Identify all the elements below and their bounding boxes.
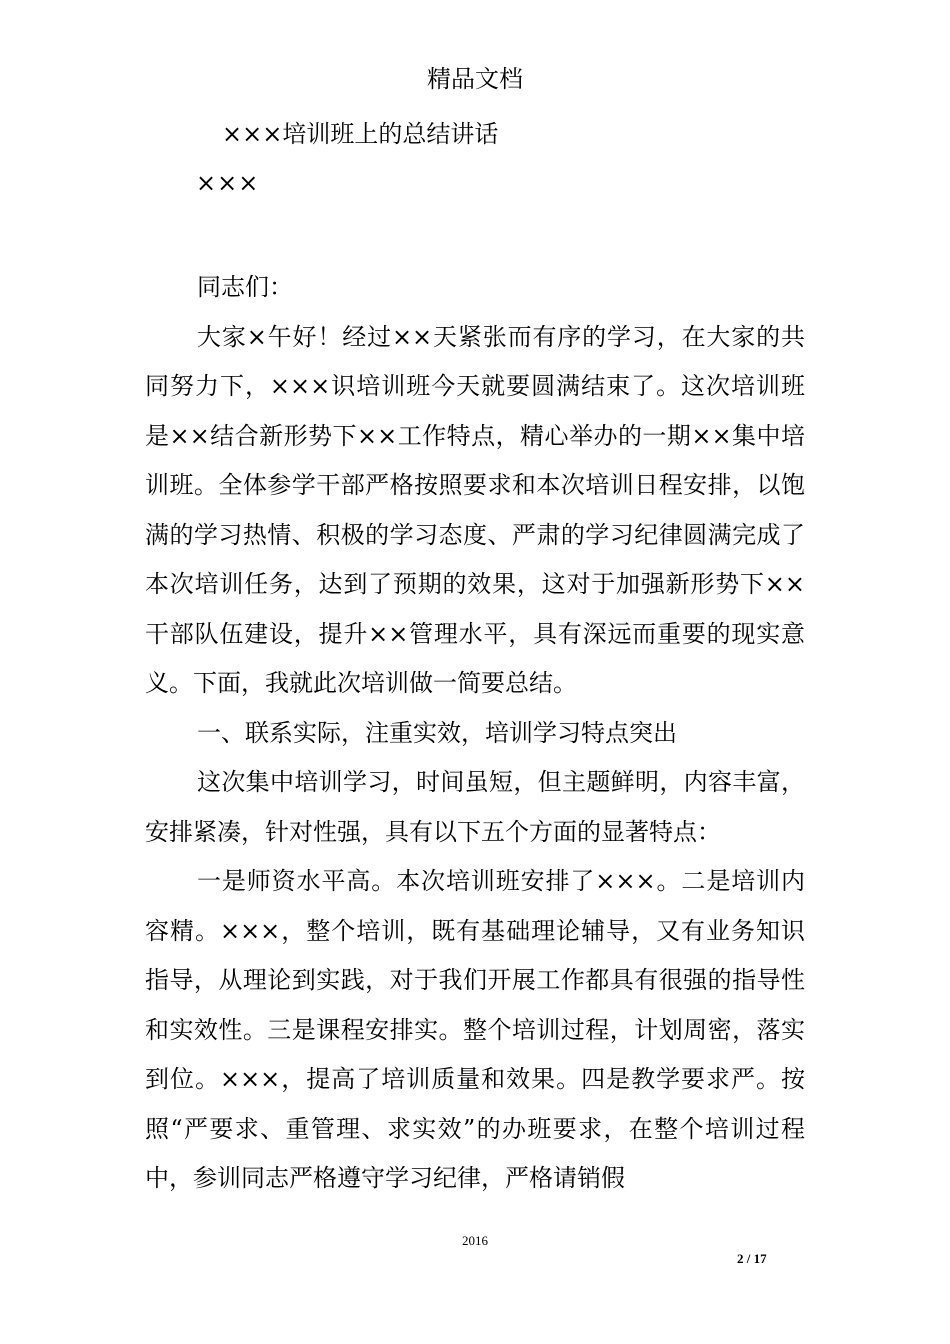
- document-header: 精品文档: [427, 65, 523, 93]
- section-heading-1: 一、联系实际，注重实效，培训学习特点突出: [197, 718, 677, 747]
- paragraph-3: 一是师资水平高。本次培训班安排了×××。二是培训内容精。×××，整个培训，既有基础理论辅导，又有业务知识指导，从理论到实践，对于我们开展工作都具有很强的指导性和实效性。三是课程安排实。整个培训过程，计划周密，落实到位。×××，提高了培训质量和效果。四是教学要求严。按照“严要求、重管理、求实效”的办班要求，在整个培训过程中，参训同志严格遵守学习纪律，严格请销假: [145, 867, 805, 1192]
- page-number: 2 / 17: [737, 1251, 767, 1266]
- paragraph-2: 这次集中培训学习，时间虽短，但主题鲜明，内容丰富，安排紧凑，针对性强，具有以下五个方面的显著特点：: [145, 768, 805, 846]
- paragraph-1: 大家×午好！经过××天紧张而有序的学习，在大家的共同努力下，×××识培训班今天就要圆满结束了。这次培训班是××结合新形势下××工作特点，精心举办的一期××集中培训班。全体参学干部严格按照要求和本次培训日程安排，以饱满的学习热情、积极的学习态度、严肃的学习纪律圆满完成了本次培训任务，达到了预期的效果，这对于加强新形势下××干部队伍建设，提升××管理水平，具有深远而重要的现实意义。下面，我就此次培训做一简要总结。: [145, 322, 805, 697]
- document-author: ×××: [196, 169, 260, 197]
- document-title: ×××培训班上的总结讲话: [222, 120, 499, 148]
- document-body: [145, 263, 805, 1204]
- footer-year: 2016: [462, 1233, 488, 1248]
- greeting: 同志们：: [197, 273, 293, 301]
